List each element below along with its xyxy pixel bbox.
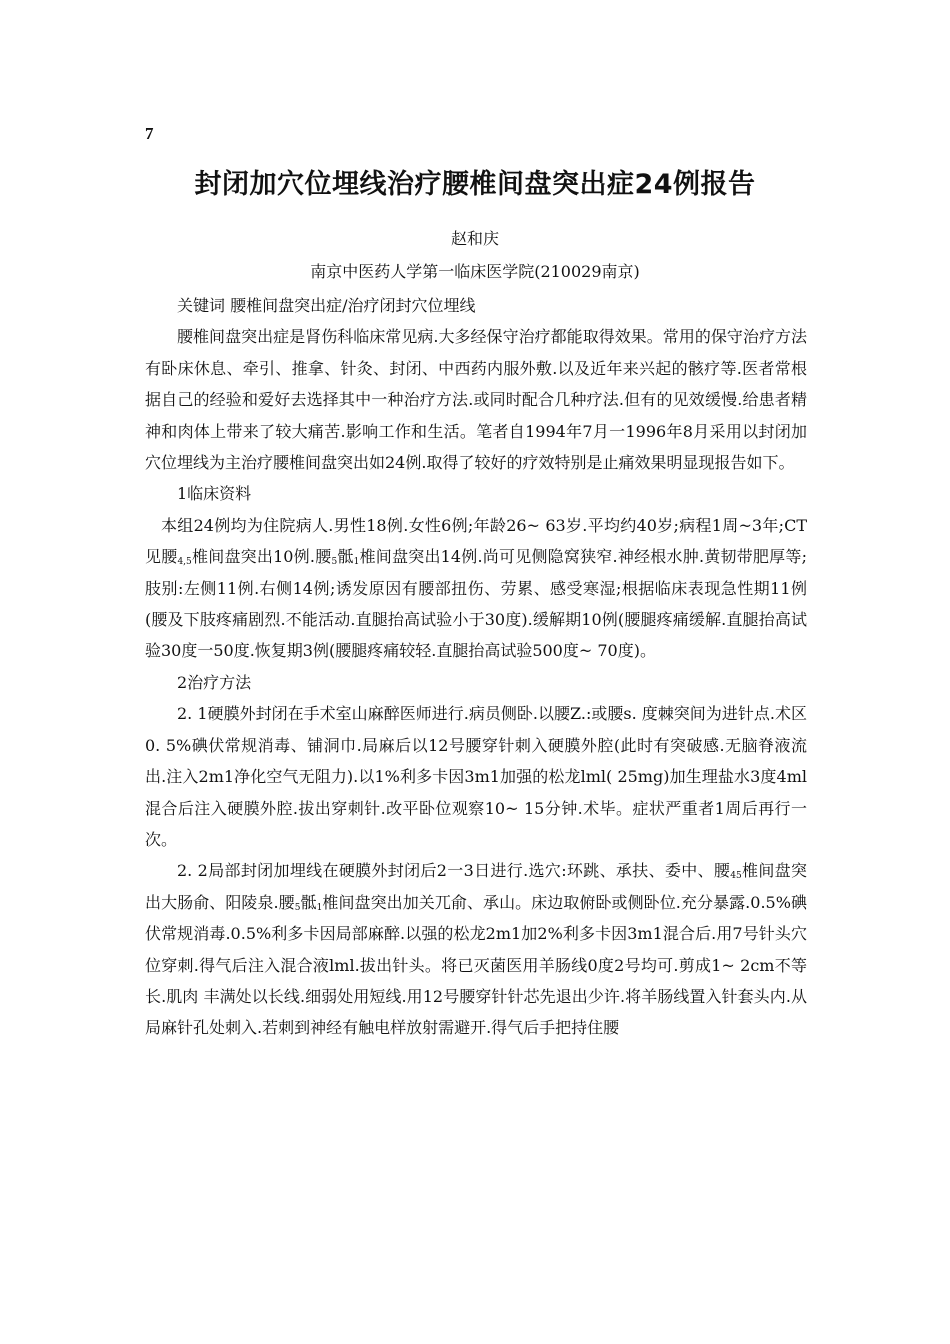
article-body bbox=[145, 290, 807, 1044]
text-run: 椎间盘突出加关兀俞、承山。床边取俯卧或侧卧位.充分暴露.0.5%碘伏常规消毒.0.5%利多卡因局部麻醉.以强的松龙2m1加2%利多卡因3m1混合后.用7号针头穴位穿刺.得气后注入混合液lml.拔出针头。将已灭菌医用羊肠线0度2号均可.剪成1~ 2cm不等长.肌肉 丰满处以长线.细弱处用短线.用12号腰穿针针芯先退出少许.将羊肠线置入针套头内.从局麻针孔处刺入.若刺到神经有触电样放射需避开.得气后手把持住腰 bbox=[145, 892, 807, 1038]
text-run: 椎间盘突出大肠俞、阳陵泉.腰 bbox=[145, 861, 807, 912]
text-run: 椎间盘突出10例.腰 bbox=[191, 547, 332, 567]
text-run: 骶 bbox=[337, 547, 354, 567]
subscript: 5 bbox=[331, 557, 338, 568]
text-run: 本组24例均为住院病人.男性18例.女性6例;年龄26~ 63岁.平均约40岁;病程1周~3年;CT见腰 bbox=[145, 515, 807, 567]
section-1-heading: 1临床资料 bbox=[177, 484, 252, 504]
text-run: 骶 bbox=[300, 892, 317, 912]
text-run: 2. 2局部封闭加埋线在硬膜外封闭后2一3日进行.选穴:环跳、承扶、委中、腰 bbox=[177, 861, 731, 881]
page-number: 7 bbox=[145, 124, 154, 143]
author-affiliation: 南京中医药人学第一临床医学院(210029南京) bbox=[310, 262, 640, 281]
article-title: 封闭加穴位埋线治疗腰椎间盘突出症24例报告 bbox=[194, 169, 756, 200]
subscript: 5 bbox=[294, 902, 301, 913]
subscript: 45 bbox=[730, 871, 742, 882]
intro-paragraph: 腰椎间盘突出症是肾伤科临床常见病.大多经保守治疗都能取得效果。常用的保守治疗方法有卧床休息、牵引、推拿、针灸、封闭、中西药内服外敷.以及近年来兴起的骸疗等.医者常根据自己的经验和爱好去选择其中一种治疗方法.或同时配合几种疗法.但有的见效缓慢.给患者精神和肉体上带来了较大痛苦.影响工作和生活。笔者自1994年7月一1996年8月采用以封闭加穴位埋线为主治疗腰椎间盘突出如24例.取得了较好的疗效特别是止痛效果明显现报告如下。 bbox=[145, 327, 807, 473]
subscript: 4,5 bbox=[177, 557, 192, 568]
subscript: 1 bbox=[353, 557, 360, 568]
keywords-line: 关键词 腰椎间盘突出症/治疗闭封穴位埋线 bbox=[177, 296, 476, 315]
section-2-1-paragraph: 2. 1硬膜外封闭在手术室山麻醉医师进行.病员侧卧.以腰Z.:或腰s. 度棘突间为进针点.术区0. 5%碘伏常规消毒、铺洞巾.局麻后以12号腰穿针刺入硬膜外腔(此时有突破感.无脑脊液流出.注入2m1净化空气无阻力).以1%利多卡因3m1加强的松龙lml( 25mg)加生理盐水3度4ml混合后注入硬膜外腔.拔出穿刺针.改平卧位观察10~ 15分钟.术毕。症状严重者1周后再行一次。 bbox=[145, 704, 807, 849]
section-1-paragraph bbox=[145, 510, 807, 667]
text-run: 椎间盘突出14例.尚可见侧隐窝狭窄.神经根水肿.黄韧带肥厚等;肢别:左侧11例.右侧14例;诱发原因有腰部扭伤、劳累、感受寒湿;根据临床表现急性期11例(腰及下肢疼痛剧烈.不能活动.直腿抬高试验小于30度).缓解期10例(腰腿疼痛缓解.直腿抬高试验30度一50度.恢复期3例(腰腿疼痛较轻.直腿抬高试验500度~ 70度)。 bbox=[145, 547, 807, 661]
section-2-heading: 2治疗方法 bbox=[177, 672, 252, 692]
subscript: 1 bbox=[316, 902, 323, 913]
section-2-2-paragraph bbox=[145, 855, 807, 1043]
author-name: 赵和庆 bbox=[450, 229, 499, 248]
